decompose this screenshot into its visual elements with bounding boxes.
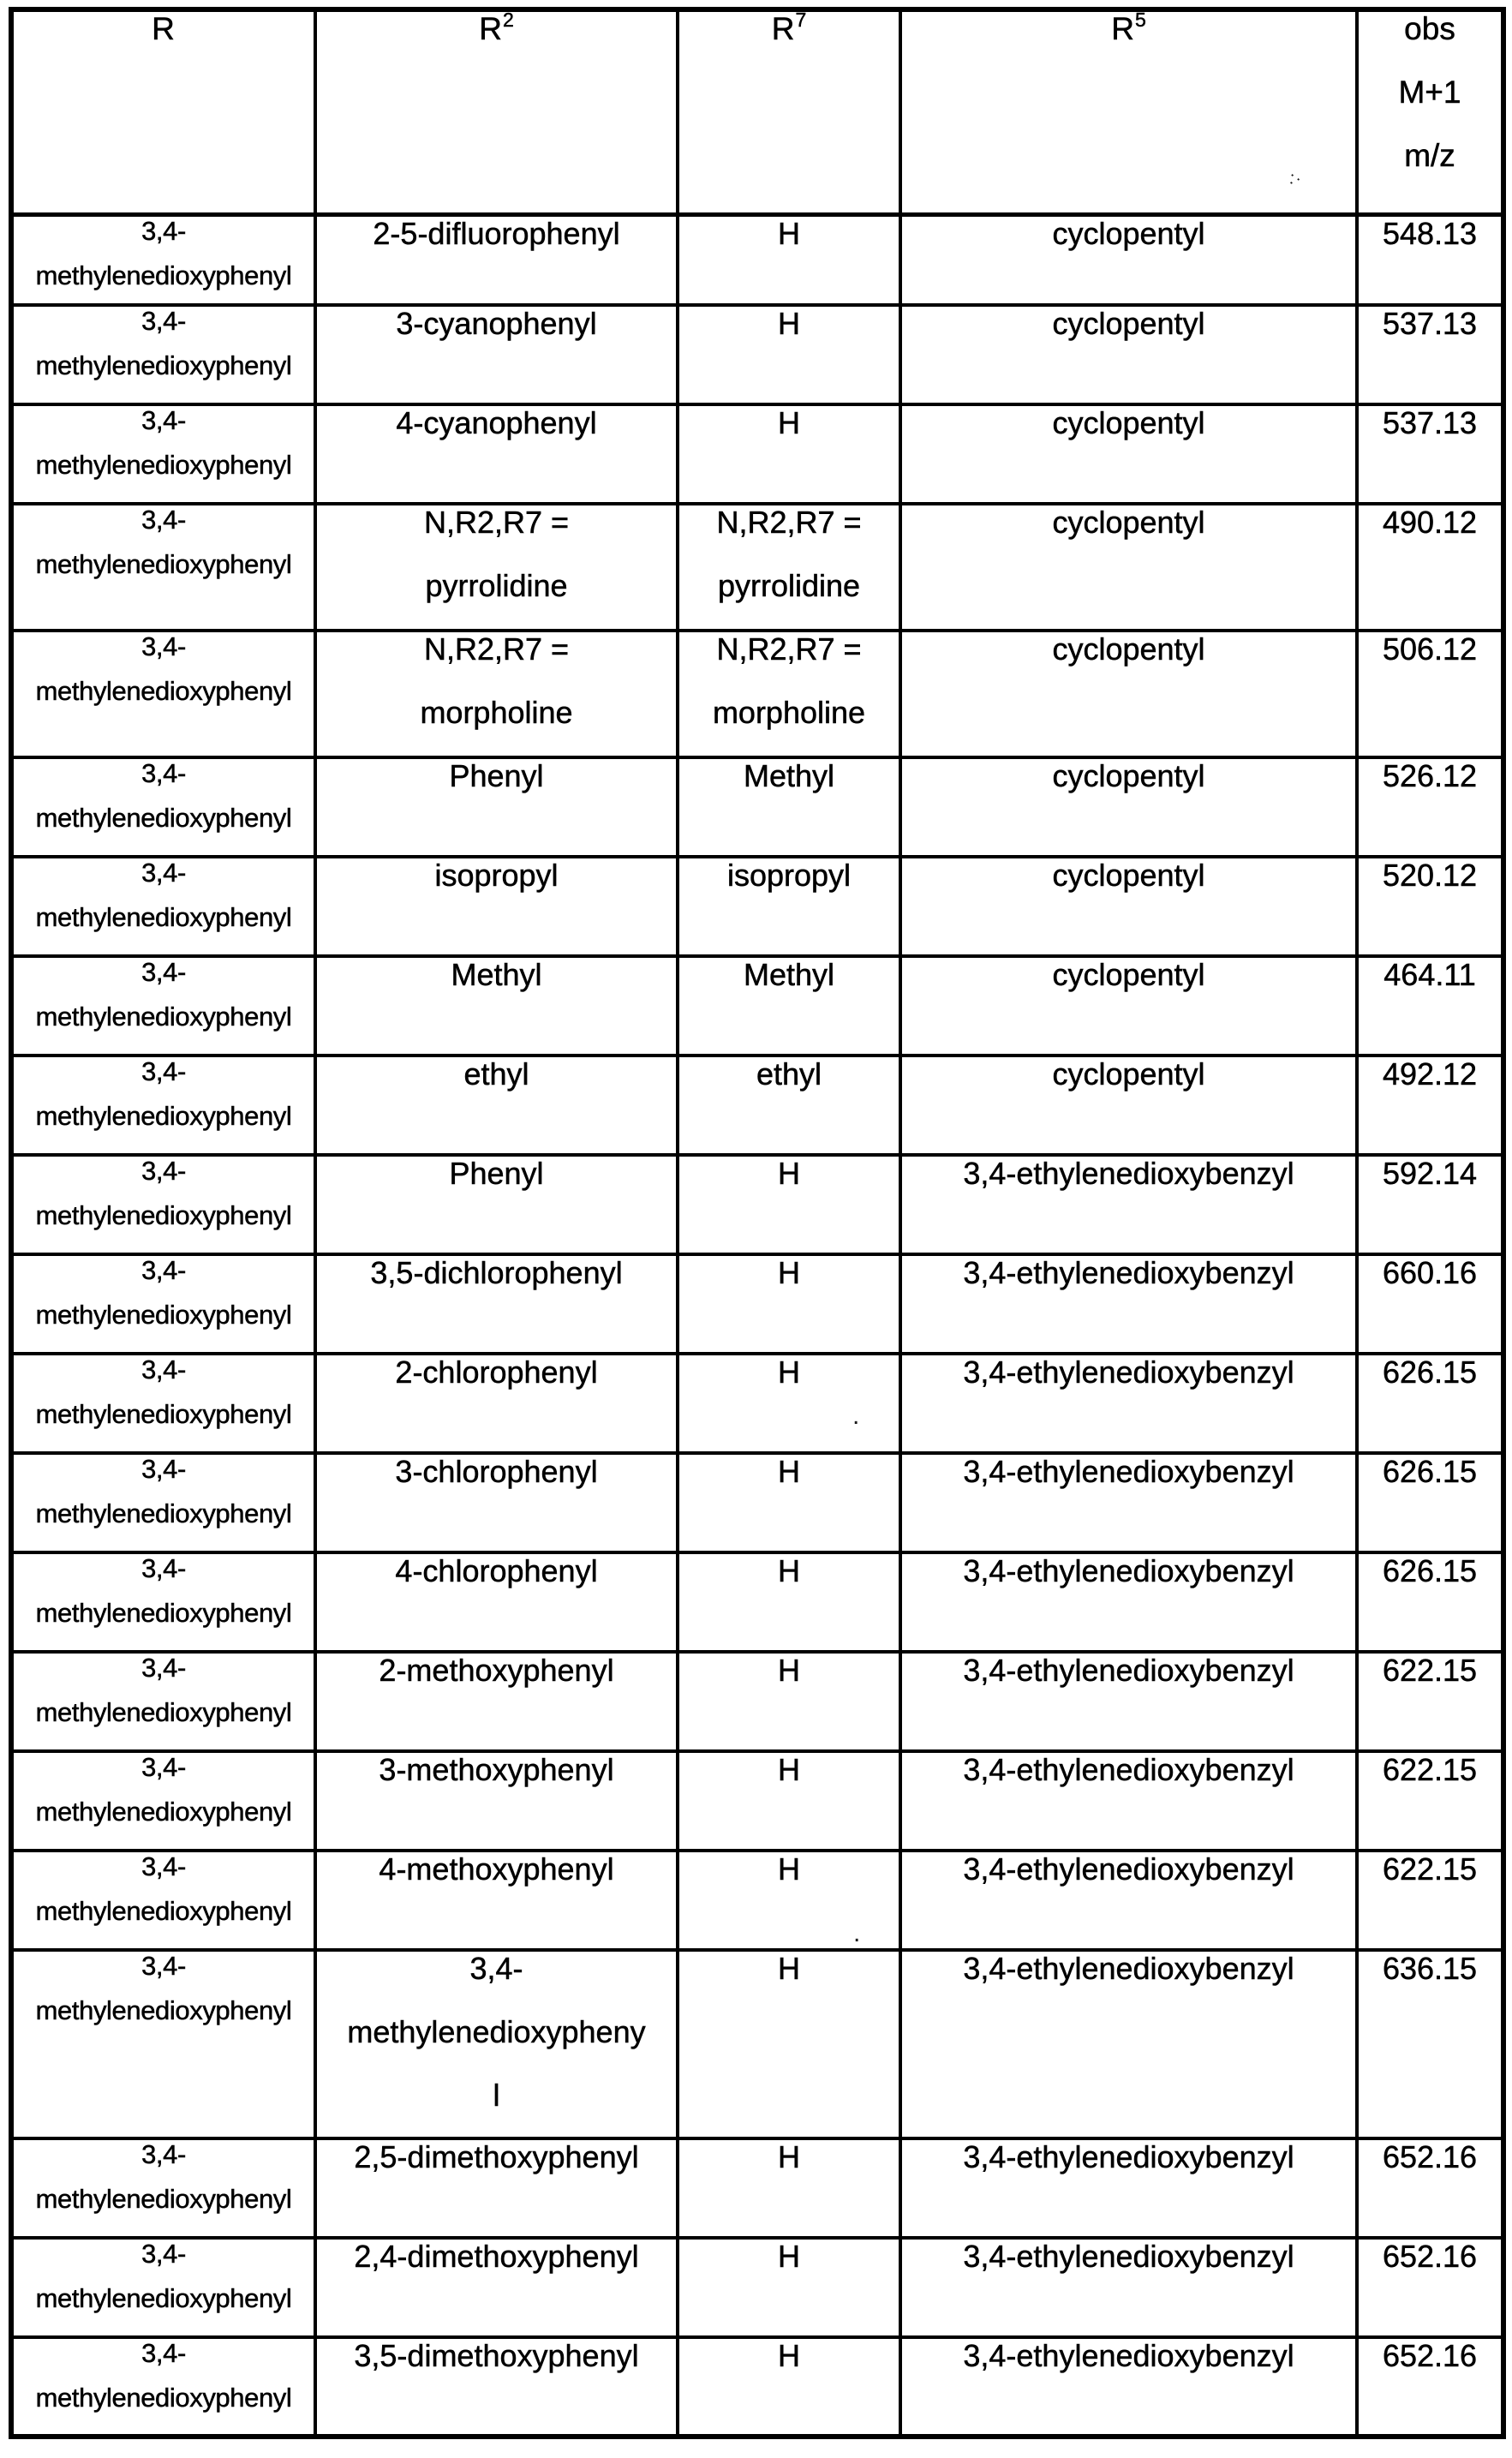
cell-r7: H — [678, 404, 900, 504]
scan-speck: . — [853, 1919, 861, 1947]
cell-r7: H — [678, 1751, 900, 1851]
cell-r7: H — [678, 2337, 900, 2437]
cell-r: 3,4- methylenedioxyphenyl — [11, 1751, 315, 1851]
header-r7-sup: 7 — [795, 9, 807, 31]
cell-r2: 3-methoxyphenyl — [315, 1751, 678, 1851]
table-row — [11, 1155, 1503, 1254]
cell-obs-mz: 548.13 — [1357, 214, 1503, 305]
cell-r5: 3,4-ethylenedioxybenzyl — [900, 1552, 1357, 1652]
cell-r7: isopropyl — [678, 857, 900, 956]
cell-obs-mz: 464.11 — [1357, 956, 1503, 1056]
cell-r2: 4-cyanophenyl — [315, 404, 678, 504]
cell-r: 3,4- methylenedioxyphenyl — [11, 757, 315, 857]
cell-r2: 2,5-dimethoxyphenyl — [315, 2138, 678, 2238]
table-row — [11, 1851, 1503, 1950]
cell-r2: 2-methoxyphenyl — [315, 1652, 678, 1751]
cell-r7: H — [678, 1453, 900, 1552]
cell-r5: 3,4-ethylenedioxybenzyl — [900, 1155, 1357, 1254]
cell-r7: ethyl — [678, 1056, 900, 1155]
cell-obs-mz: 652.16 — [1357, 2238, 1503, 2337]
header-r2 — [315, 9, 678, 214]
cell-r: 3,4- methylenedioxyphenyl — [11, 1851, 315, 1950]
cell-obs-mz: 622.15 — [1357, 1851, 1503, 1950]
cell-r: 3,4- methylenedioxyphenyl — [11, 305, 315, 404]
cell-r7: H — [678, 2238, 900, 2337]
cell-r2: 2,4-dimethoxyphenyl — [315, 2238, 678, 2337]
table-row — [11, 1056, 1503, 1155]
cell-r: 3,4- methylenedioxyphenyl — [11, 1453, 315, 1552]
cell-obs-mz: 520.12 — [1357, 857, 1503, 956]
cell-r5: 3,4-ethylenedioxybenzyl — [900, 1851, 1357, 1950]
cell-r5: cyclopentyl — [900, 956, 1357, 1056]
cell-r: 3,4- methylenedioxyphenyl — [11, 1354, 315, 1453]
cell-r5: cyclopentyl — [900, 214, 1357, 305]
cell-obs-mz: 626.15 — [1357, 1453, 1503, 1552]
cell-r7: H — [678, 1354, 900, 1453]
table-row — [11, 2337, 1503, 2437]
cell-r2: 3-cyanophenyl — [315, 305, 678, 404]
header-r5 — [900, 9, 1357, 214]
table-row — [11, 2238, 1503, 2337]
cell-r5: 3,4-ethylenedioxybenzyl — [900, 1950, 1357, 2138]
scan-speck: . — [852, 1402, 860, 1430]
table-row — [11, 956, 1503, 1056]
cell-r5: cyclopentyl — [900, 305, 1357, 404]
cell-r5: 3,4-ethylenedioxybenzyl — [900, 2138, 1357, 2238]
cell-r5: 3,4-ethylenedioxybenzyl — [900, 1751, 1357, 1851]
cell-r5: 3,4-ethylenedioxybenzyl — [900, 1652, 1357, 1751]
table-row — [11, 2138, 1503, 2238]
cell-obs-mz: 636.15 — [1357, 1950, 1503, 2138]
header-r7-label: R — [771, 11, 795, 46]
cell-r: 3,4- methylenedioxyphenyl — [11, 1254, 315, 1354]
table-row — [11, 1950, 1503, 2138]
cell-r7: H — [678, 1652, 900, 1751]
header-obs-m1-mz: obs M+1 m/z — [1357, 9, 1503, 214]
cell-r2: N,R2,R7 = pyrrolidine — [315, 504, 678, 631]
cell-r2: Phenyl — [315, 1155, 678, 1254]
cell-r2: 2-5-difluorophenyl — [315, 214, 678, 305]
cell-r: 3,4- methylenedioxyphenyl — [11, 214, 315, 305]
table-row — [11, 214, 1503, 305]
cell-obs-mz: 652.16 — [1357, 2138, 1503, 2238]
cell-r2: 3,5-dimethoxyphenyl — [315, 2337, 678, 2437]
cell-r5: 3,4-ethylenedioxybenzyl — [900, 2337, 1357, 2437]
cell-r2: 3,5-dichlorophenyl — [315, 1254, 678, 1354]
header-r-label: R — [152, 11, 175, 46]
cell-obs-mz: 622.15 — [1357, 1751, 1503, 1851]
cell-r7: H — [678, 1155, 900, 1254]
cell-r5: 3,4-ethylenedioxybenzyl — [900, 1254, 1357, 1354]
cell-r2: 3,4- methylenedioxypheny l — [315, 1950, 678, 2138]
cell-r: 3,4- methylenedioxyphenyl — [11, 1056, 315, 1155]
header-r7 — [678, 9, 900, 214]
cell-r7: H — [678, 214, 900, 305]
cell-r: 3,4- methylenedioxyphenyl — [11, 857, 315, 956]
cell-obs-mz: 592.14 — [1357, 1155, 1503, 1254]
header-r5-sup: 5 — [1134, 9, 1146, 31]
cell-r2: Methyl — [315, 956, 678, 1056]
cell-r7: N,R2,R7 = pyrrolidine — [678, 504, 900, 631]
cell-r: 3,4- methylenedioxyphenyl — [11, 1552, 315, 1652]
cell-r: 3,4- methylenedioxyphenyl — [11, 1155, 315, 1254]
cell-r2: Phenyl — [315, 757, 678, 857]
table-row — [11, 631, 1503, 757]
table-row — [11, 404, 1503, 504]
scan-artifact-mark: ·: — [1282, 168, 1306, 191]
cell-r: 3,4- methylenedioxyphenyl — [11, 631, 315, 757]
cell-r: 3,4- methylenedioxyphenyl — [11, 956, 315, 1056]
cell-r: 3,4- methylenedioxyphenyl — [11, 1652, 315, 1751]
cell-r2: 4-methoxyphenyl — [315, 1851, 678, 1950]
cell-r7: N,R2,R7 = morpholine — [678, 631, 900, 757]
cell-obs-mz: 660.16 — [1357, 1254, 1503, 1354]
cell-r7: Methyl — [678, 757, 900, 857]
header-r2-label: R — [479, 11, 502, 46]
cell-r7: H — [678, 1851, 900, 1950]
cell-r: 3,4- methylenedioxyphenyl — [11, 2138, 315, 2238]
cell-r5: cyclopentyl — [900, 504, 1357, 631]
cell-r7: H — [678, 2138, 900, 2238]
cell-r: 3,4- methylenedioxyphenyl — [11, 2238, 315, 2337]
cell-r5: 3,4-ethylenedioxybenzyl — [900, 1354, 1357, 1453]
cell-r2: 2-chlorophenyl — [315, 1354, 678, 1453]
header-r5-label: R — [1111, 11, 1134, 46]
table-row — [11, 1453, 1503, 1552]
cell-obs-mz: 492.12 — [1357, 1056, 1503, 1155]
compound-table — [9, 7, 1506, 2439]
cell-r2: 3-chlorophenyl — [315, 1453, 678, 1552]
cell-r2: N,R2,R7 = morpholine — [315, 631, 678, 757]
cell-r5: cyclopentyl — [900, 1056, 1357, 1155]
cell-r5: cyclopentyl — [900, 404, 1357, 504]
cell-r: 3,4- methylenedioxyphenyl — [11, 504, 315, 631]
table-row — [11, 857, 1503, 956]
cell-r5: 3,4-ethylenedioxybenzyl — [900, 1453, 1357, 1552]
table-row — [11, 1652, 1503, 1751]
cell-obs-mz: 622.15 — [1357, 1652, 1503, 1751]
cell-r2: isopropyl — [315, 857, 678, 956]
cell-r7: H — [678, 1254, 900, 1354]
cell-r5: cyclopentyl — [900, 631, 1357, 757]
cell-r2: 4-chlorophenyl — [315, 1552, 678, 1652]
cell-obs-mz: 506.12 — [1357, 631, 1503, 757]
table-row — [11, 1254, 1503, 1354]
table-row — [11, 1751, 1503, 1851]
table-row — [11, 1552, 1503, 1652]
cell-r: 3,4- methylenedioxyphenyl — [11, 404, 315, 504]
header-r — [11, 9, 315, 214]
table-header-row — [11, 9, 1503, 214]
cell-r7: H — [678, 1950, 900, 2138]
cell-r: 3,4- methylenedioxyphenyl — [11, 1950, 315, 2138]
table-row — [11, 305, 1503, 404]
cell-obs-mz: 526.12 — [1357, 757, 1503, 857]
cell-r7: H — [678, 305, 900, 404]
table-row — [11, 757, 1503, 857]
cell-r5: cyclopentyl — [900, 857, 1357, 956]
cell-obs-mz: 652.16 — [1357, 2337, 1503, 2437]
cell-r7: Methyl — [678, 956, 900, 1056]
cell-obs-mz: 537.13 — [1357, 305, 1503, 404]
cell-r2: ethyl — [315, 1056, 678, 1155]
cell-r7: H — [678, 1552, 900, 1652]
cell-obs-mz: 626.15 — [1357, 1354, 1503, 1453]
header-r2-sup: 2 — [502, 9, 514, 31]
cell-r5: cyclopentyl — [900, 757, 1357, 857]
cell-obs-mz: 537.13 — [1357, 404, 1503, 504]
cell-r5: 3,4-ethylenedioxybenzyl — [900, 2238, 1357, 2337]
cell-obs-mz: 626.15 — [1357, 1552, 1503, 1652]
table-row — [11, 504, 1503, 631]
table-row — [11, 1354, 1503, 1453]
cell-obs-mz: 490.12 — [1357, 504, 1503, 631]
cell-r: 3,4- methylenedioxyphenyl — [11, 2337, 315, 2437]
